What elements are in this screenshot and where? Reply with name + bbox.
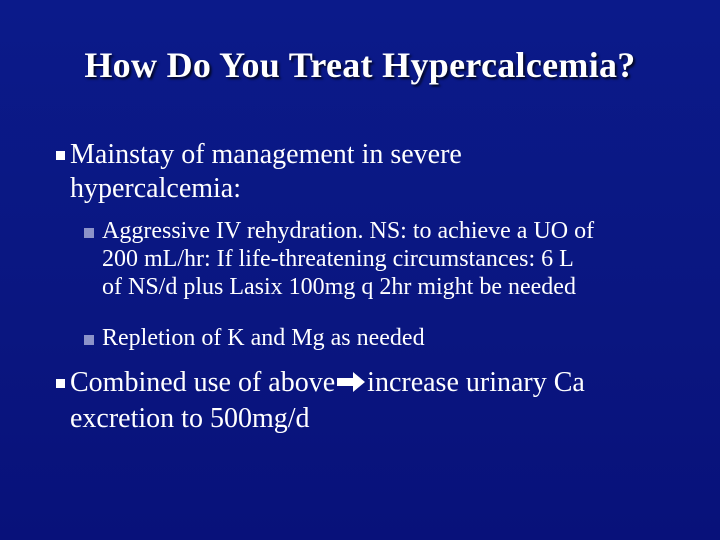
bullet-2-text-b: increase urinary Ca: [367, 367, 585, 398]
sub-bullet-1-line-1: Aggressive IV rehydration. NS: to achieve a UO of: [102, 218, 595, 244]
bullet-2-line-2: excretion to 500mg/d: [70, 402, 310, 434]
sub-bullet-1: [102, 217, 702, 301]
bullet-1-line-1: Mainstay of management in severe: [70, 139, 462, 170]
bullet-2-line-1: [70, 366, 700, 402]
slide-title: How Do You Treat Hypercalcemia?: [84, 45, 636, 85]
sub-bullet-2-line-1: Repletion of K and Mg as needed: [102, 325, 425, 351]
bullet-marker: [56, 151, 65, 160]
sub-bullet-marker: [84, 228, 94, 238]
bullet-marker: [56, 379, 65, 388]
bullet-2-text-a: Combined use of above: [70, 367, 336, 398]
bullet-2: [70, 366, 700, 436]
sub-bullet-1-line-3: of NS/d plus Lasix 100mg q 2hr might be needed: [102, 274, 576, 300]
right-arrow-icon: [336, 368, 366, 402]
sub-bullet-marker: [84, 335, 94, 345]
sub-bullet-1-line-2: 200 mL/hr: If life-threatening circumstances: 6 L: [102, 246, 574, 272]
sub-bullet-2: [102, 324, 702, 352]
bullet-1: [70, 138, 690, 206]
bullet-1-line-2: hypercalcemia:: [70, 173, 242, 204]
